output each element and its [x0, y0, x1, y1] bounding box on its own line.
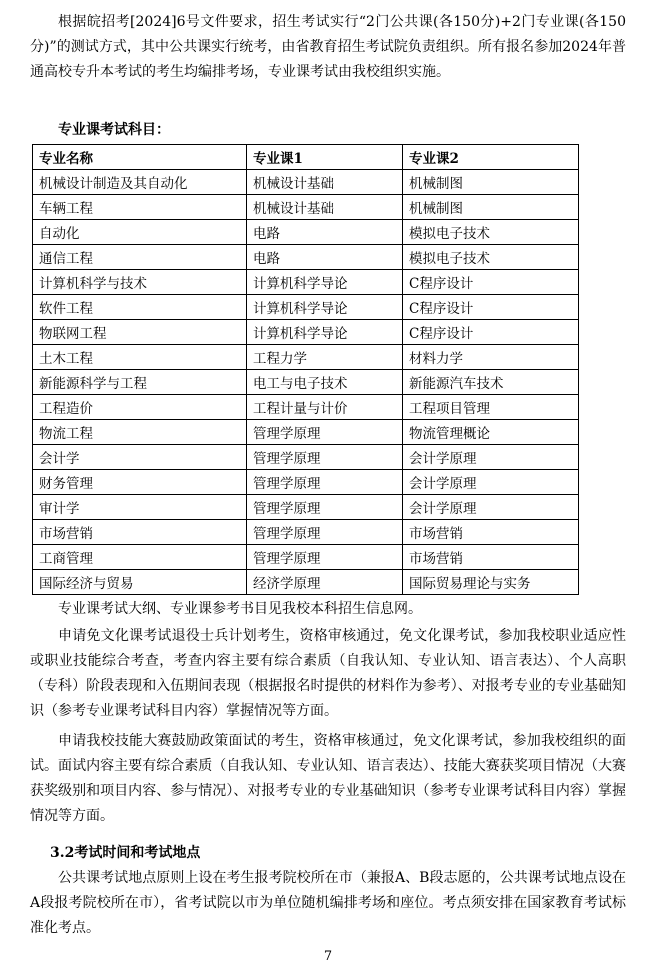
cell-course1: 管理学原理	[247, 420, 403, 445]
cell-course2: 材料力学	[403, 345, 579, 370]
cell-course1: 电路	[247, 245, 403, 270]
cell-course2: C程序设计	[403, 320, 579, 345]
table-row	[33, 470, 579, 495]
cell-course1: 电工与电子技术	[247, 370, 403, 395]
cell-course2: 会计学原理	[403, 445, 579, 470]
header-course1: 专业课1	[247, 145, 403, 170]
cell-course2: 物流管理概论	[403, 420, 579, 445]
cell-major: 物联网工程	[33, 320, 247, 345]
cell-course1: 工程力学	[247, 345, 403, 370]
table-note: 专业课考试大纲、专业课参考书目见我校本科招生信息网。	[58, 601, 422, 617]
cell-course2: 模拟电子技术	[403, 245, 579, 270]
cell-course2: 模拟电子技术	[403, 220, 579, 245]
header-major: 专业名称	[33, 145, 247, 170]
cell-course1: 工程计量与计价	[247, 395, 403, 420]
table-row	[33, 370, 579, 395]
cell-course1: 计算机科学导论	[247, 320, 403, 345]
cell-major: 新能源科学与工程	[33, 370, 247, 395]
cell-course1: 机械设计基础	[247, 170, 403, 195]
table-row	[33, 320, 579, 345]
cell-course2: 工程项目管理	[403, 395, 579, 420]
cell-major: 土木工程	[33, 345, 247, 370]
header-course2: 专业课2	[403, 145, 579, 170]
table-row	[33, 220, 579, 245]
cell-course1: 经济学原理	[247, 570, 403, 595]
cell-major: 国际经济与贸易	[33, 570, 247, 595]
cell-course1: 管理学原理	[247, 545, 403, 570]
cell-course1: 电路	[247, 220, 403, 245]
table-row	[33, 420, 579, 445]
cell-course2: C程序设计	[403, 270, 579, 295]
cell-course1: 计算机科学导论	[247, 295, 403, 320]
cell-major: 物流工程	[33, 420, 247, 445]
cell-course2: 国际贸易理论与实务	[403, 570, 579, 595]
cell-course1: 管理学原理	[247, 495, 403, 520]
table-row	[33, 295, 579, 320]
cell-course2: 新能源汽车技术	[403, 370, 579, 395]
competition-paragraph: 申请我校技能大赛鼓励政策面试的考生，资格审核通过，免文化课考试，参加我校组织的面试。面试内容主要有综合素质（自我认知、专业认知、语言表达）、技能大赛获奖项目情况（大赛获奖级别和项目内容、参与情况）、对报考专业的专业基础知识（参考专业课考试科目内容）掌握情况等方面。	[30, 733, 626, 824]
table-title: 专业课考试科目：	[58, 122, 170, 138]
table-header-row	[33, 145, 579, 170]
table-row	[33, 520, 579, 545]
table-row	[33, 495, 579, 520]
table-row	[33, 445, 579, 470]
cell-course2: 机械制图	[403, 195, 579, 220]
table-row	[33, 570, 579, 595]
cell-major: 市场营销	[33, 520, 247, 545]
table-row	[33, 395, 579, 420]
cell-major: 会计学	[33, 445, 247, 470]
table-row	[33, 545, 579, 570]
cell-course1: 机械设计基础	[247, 195, 403, 220]
cell-course2: 会计学原理	[403, 495, 579, 520]
cell-course1: 管理学原理	[247, 520, 403, 545]
cell-major: 通信工程	[33, 245, 247, 270]
cell-course1: 管理学原理	[247, 445, 403, 470]
cell-course1: 管理学原理	[247, 470, 403, 495]
table-row	[33, 345, 579, 370]
page-number: 7	[323, 949, 333, 964]
cell-major: 工商管理	[33, 545, 247, 570]
cell-major: 机械设计制造及其自动化	[33, 170, 247, 195]
location-paragraph: 公共课考试地点原则上设在考生报考院校所在市（兼报A、B段志愿的，公共课考试地点设在A段报考院校所在市），省考试院以市为单位随机编排考场和座位。考点须安排在国家教育考试标准化考点。	[30, 870, 626, 936]
intro-paragraph: 根据皖招考[2024]6号文件要求，招生考试实行“2门公共课(各150分)+2门专业课(各150分)”的测试方式，其中公共课实行统考，由省教育招生考试院负责组织。所有报名参加2024年普通高校专升本考试的考生均编排考场，专业课考试由我校组织实施。	[30, 14, 626, 80]
cell-major: 软件工程	[33, 295, 247, 320]
cell-course2: 会计学原理	[403, 470, 579, 495]
table-row	[33, 245, 579, 270]
cell-major: 计算机科学与技术	[33, 270, 247, 295]
table-row	[33, 270, 579, 295]
cell-major: 财务管理	[33, 470, 247, 495]
cell-major: 自动化	[33, 220, 247, 245]
veterans-paragraph: 申请免文化课考试退役士兵计划考生，资格审核通过，免文化课考试，参加我校职业适应性或职业技能综合考查，考查内容主要有综合素质（自我认知、专业认知、语言表达）、个人高职（专科）阶段表现和入伍期间表现（根据报名时提供的材料作为参考）、对报考专业的专业基础知识（参考专业课考试科目内容）掌握情况等方面。	[30, 628, 626, 719]
section-heading: 3.2考试时间和考试地点	[50, 845, 201, 861]
cell-course2: 机械制图	[403, 170, 579, 195]
cell-course2: 市场营销	[403, 520, 579, 545]
cell-major: 车辆工程	[33, 195, 247, 220]
cell-course2: 市场营销	[403, 545, 579, 570]
table-row	[33, 195, 579, 220]
cell-major: 工程造价	[33, 395, 247, 420]
cell-course2: C程序设计	[403, 295, 579, 320]
table-row	[33, 170, 579, 195]
subjects-table	[32, 144, 579, 595]
cell-course1: 计算机科学导论	[247, 270, 403, 295]
cell-major: 审计学	[33, 495, 247, 520]
